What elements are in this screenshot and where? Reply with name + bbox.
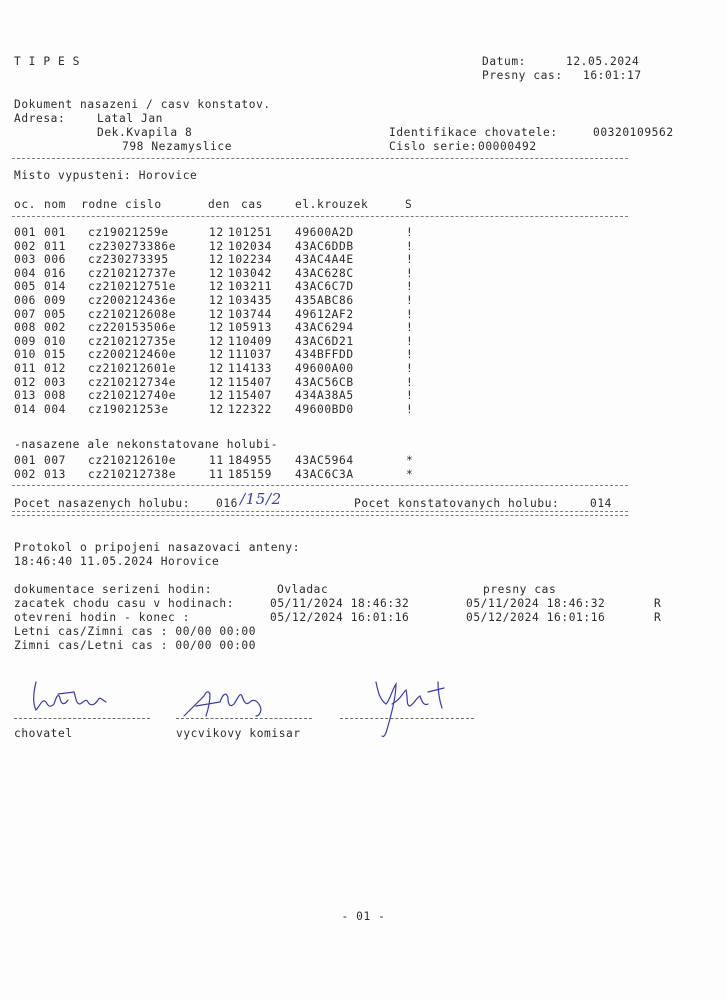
cell-cas: 101251 <box>228 226 273 239</box>
cell-rodne: cz210212734e <box>88 375 177 389</box>
col-den: den <box>208 198 231 211</box>
chovatel-label: chovatel <box>14 727 73 740</box>
start-flag: R <box>654 597 662 610</box>
cell-rodne: cz19021253e <box>88 402 169 416</box>
cell-nom: 011 <box>44 239 67 253</box>
serie-value: 00000492 <box>478 140 537 153</box>
cell-cas: 103435 <box>228 294 273 307</box>
cell-den: 12 <box>209 389 224 403</box>
cell-nom: 016 <box>44 266 67 280</box>
separator <box>12 158 628 159</box>
cell-rodne: cz19021259e <box>88 226 169 239</box>
protocol-when-where: 18:46:40 11.05.2024 Horovice <box>14 555 220 568</box>
cell-cas: 114133 <box>228 362 273 375</box>
nasazenych-value: 016 <box>216 497 239 510</box>
cell-cas: 122322 <box>228 402 273 416</box>
cell-s: ! <box>406 375 414 389</box>
cell-s: ! <box>406 321 414 335</box>
third-signature <box>362 676 462 742</box>
cell-den: 11 <box>209 454 224 467</box>
cell-krouzek: 434A38A5 <box>295 389 354 403</box>
start-presny: 05/11/2024 18:46:32 <box>466 597 606 610</box>
cell-nom: 003 <box>44 375 67 389</box>
col-rodne: rodne cislo <box>81 198 162 211</box>
cell-den: 12 <box>209 362 224 375</box>
cell-cas: 103744 <box>228 307 273 321</box>
cell-rodne: cz210212608e <box>88 307 177 321</box>
cell-s: ! <box>406 348 414 362</box>
cell-den: 12 <box>209 266 224 280</box>
konstatovanych-value: 014 <box>590 497 613 510</box>
cell-rodne: cz210212735e <box>88 334 177 348</box>
cell-krouzek: 49600A2D <box>295 226 354 239</box>
cell-krouzek: 43AC628C <box>295 266 354 280</box>
cell-krouzek: 49600A00 <box>295 362 354 375</box>
cell-s: ! <box>406 294 414 307</box>
cell-oc: 005 <box>14 280 37 294</box>
cell-s: ! <box>406 307 414 321</box>
cell-oc: 006 <box>14 294 37 307</box>
cell-krouzek: 43AC6DDB <box>295 239 354 253</box>
cell-den: 12 <box>209 294 224 307</box>
nasazenych-label: Pocet nasazenych holubu: <box>14 497 191 510</box>
cell-krouzek: 43AC6C3A <box>295 468 354 481</box>
cell-oc: 004 <box>14 266 37 280</box>
clock-doc-label: dokumentace serizeni hodin: <box>14 583 213 596</box>
cell-den: 11 <box>209 468 224 481</box>
cell-krouzek: 43AC6C7D <box>295 280 354 294</box>
cell-den: 12 <box>209 253 224 267</box>
breeder-id-label: Identifikace chovatele: <box>389 126 558 139</box>
cell-nom: 013 <box>44 468 67 481</box>
cell-den: 12 <box>209 280 224 294</box>
presny-cas-label: Presny cas: <box>482 69 563 82</box>
cell-oc: 001 <box>14 226 37 239</box>
breeder-street: Dek.Kvapila 8 <box>97 126 193 139</box>
handwritten-count: /15/2 <box>240 490 282 508</box>
cell-krouzek: 43AC6D21 <box>295 334 354 348</box>
signature-line <box>14 718 150 719</box>
cell-den: 12 <box>209 226 224 239</box>
cell-nom: 008 <box>44 389 67 403</box>
page-number: - 01 - <box>341 910 386 923</box>
cell-oc: 003 <box>14 253 37 267</box>
breeder-city: 798 Nezamyslice <box>122 140 233 153</box>
cell-cas: 185159 <box>228 468 273 481</box>
cell-s: ! <box>406 362 414 375</box>
table-header <box>14 198 413 211</box>
cell-oc: 011 <box>14 362 37 375</box>
letni-cas: Letni cas/Zimni cas : 00/00 00:00 <box>14 625 257 638</box>
cell-cas: 184955 <box>228 454 273 467</box>
cell-s: ! <box>406 402 414 416</box>
cell-nom: 001 <box>44 226 67 239</box>
cell-s: ! <box>406 266 414 280</box>
cell-den: 12 <box>209 375 224 389</box>
cell-s: ! <box>406 280 414 294</box>
cell-rodne: cz230273395 <box>88 253 169 267</box>
cell-oc: 013 <box>14 389 37 403</box>
cell-den: 12 <box>209 321 224 335</box>
cell-oc: 002 <box>14 468 37 481</box>
cell-oc: 007 <box>14 307 37 321</box>
cell-oc: 009 <box>14 334 37 348</box>
cell-cas: 115407 <box>228 389 273 403</box>
document-title: Dokument nasazeni / casv konstatov. <box>14 98 271 111</box>
start-ovladac: 05/11/2024 18:46:32 <box>270 597 410 610</box>
cell-nom: 006 <box>44 253 67 267</box>
cell-krouzek: 49600BD0 <box>295 402 354 416</box>
end-ovladac: 05/12/2024 16:01:16 <box>270 611 410 624</box>
cell-den: 12 <box>209 307 224 321</box>
cell-s: ! <box>406 239 414 253</box>
konstatovanych-label: Pocet konstatovanych holubu: <box>354 497 560 510</box>
breeder-id-value: 00320109562 <box>593 126 674 139</box>
cell-krouzek: 435ABC86 <box>295 294 354 307</box>
cell-krouzek: 43AC6294 <box>295 321 354 335</box>
cell-cas: 103211 <box>228 280 273 294</box>
cell-nom: 004 <box>44 402 67 416</box>
cell-den: 12 <box>209 239 224 253</box>
cell-rodne: cz210212601e <box>88 362 177 375</box>
col-s: S <box>405 198 413 211</box>
cell-rodne: cz230273386e <box>88 239 177 253</box>
cell-oc: 002 <box>14 239 37 253</box>
cell-nom: 012 <box>44 362 67 375</box>
col-oc: oc. <box>14 198 37 211</box>
cell-krouzek: 49612AF2 <box>295 307 354 321</box>
cell-krouzek: 43AC4A4E <box>295 253 354 267</box>
separator <box>12 485 628 486</box>
cell-nom: 009 <box>44 294 67 307</box>
cell-oc: 010 <box>14 348 37 362</box>
end-label: otevreni hodin - konec : <box>14 611 191 624</box>
cell-nom: 015 <box>44 348 67 362</box>
col-cas: cas <box>241 198 264 211</box>
signature-line <box>176 718 312 719</box>
cell-s: ! <box>406 389 414 403</box>
breeder-name: Latal Jan <box>97 112 164 125</box>
cell-s: ! <box>406 253 414 267</box>
cell-rodne: cz200212460e <box>88 348 177 362</box>
cell-nom: 002 <box>44 321 67 335</box>
cell-krouzek: 434BFFDD <box>295 348 354 362</box>
cell-nom: 007 <box>44 454 67 467</box>
cell-krouzek: 43AC56CB <box>295 375 354 389</box>
cell-s: ! <box>406 334 414 348</box>
cell-cas: 103042 <box>228 266 273 280</box>
signature-line <box>340 718 474 719</box>
cell-cas: 105913 <box>228 321 273 335</box>
col-nom: nom <box>44 198 67 211</box>
cell-s: * <box>406 454 414 467</box>
cell-rodne: cz220153506e <box>88 321 177 335</box>
double-separator <box>12 511 628 516</box>
release-place: Misto vypusteni: Horovice <box>14 169 198 182</box>
cell-oc: 008 <box>14 321 37 335</box>
cell-cas: 115407 <box>228 375 273 389</box>
cell-den: 12 <box>209 402 224 416</box>
end-presny: 05/12/2024 16:01:16 <box>466 611 606 624</box>
cell-cas: 102234 <box>228 253 273 267</box>
cell-den: 12 <box>209 348 224 362</box>
brand: T I P E S <box>14 55 81 68</box>
cell-cas: 111037 <box>228 348 273 362</box>
cell-s: ! <box>406 226 414 239</box>
cell-oc: 012 <box>14 375 37 389</box>
serie-label: Cislo serie: <box>389 140 478 153</box>
chovatel-signature <box>28 676 118 718</box>
unconfirmed-title: -nasazene ale nekonstatovane holubi- <box>14 438 279 451</box>
cell-nom: 005 <box>44 307 67 321</box>
cell-rodne: cz200212436e <box>88 294 177 307</box>
cell-krouzek: 43AC5964 <box>295 454 354 467</box>
komisar-label: vycvikovy komisar <box>176 727 301 740</box>
cell-oc: 014 <box>14 402 37 416</box>
cell-rodne: cz210212737e <box>88 266 177 280</box>
cell-cas: 102034 <box>228 239 273 253</box>
start-label: zacatek chodu casu v hodinach: <box>14 597 235 610</box>
col-krouzek: el.krouzek <box>295 198 369 211</box>
zimni-cas: Zimni cas/Letni cas : 00/00 00:00 <box>14 639 257 652</box>
datum-value: 12.05.2024 <box>566 55 640 68</box>
cell-rodne: cz210212751e <box>88 280 177 294</box>
cell-nom: 010 <box>44 334 67 348</box>
col-ovladac: Ovladac <box>277 583 329 596</box>
cell-nom: 014 <box>44 280 67 294</box>
cell-rodne: cz210212610e <box>88 454 177 467</box>
cell-rodne: cz210212740e <box>88 389 177 403</box>
komisar-signature <box>180 682 270 722</box>
datum-label: Datum: <box>482 55 527 68</box>
adresa-label: Adresa: <box>14 112 66 125</box>
protocol-title: Protokol o pripojeni nasazovaci anteny: <box>14 541 301 554</box>
cell-rodne: cz210212738e <box>88 468 177 481</box>
end-flag: R <box>654 611 662 624</box>
cell-den: 12 <box>209 334 224 348</box>
cell-oc: 001 <box>14 454 37 467</box>
presny-cas-value: 16:01:17 <box>583 69 642 82</box>
cell-s: * <box>406 468 414 481</box>
col-presny-cas: presny cas <box>483 583 557 596</box>
cell-cas: 110409 <box>228 334 273 348</box>
separator <box>12 216 628 217</box>
